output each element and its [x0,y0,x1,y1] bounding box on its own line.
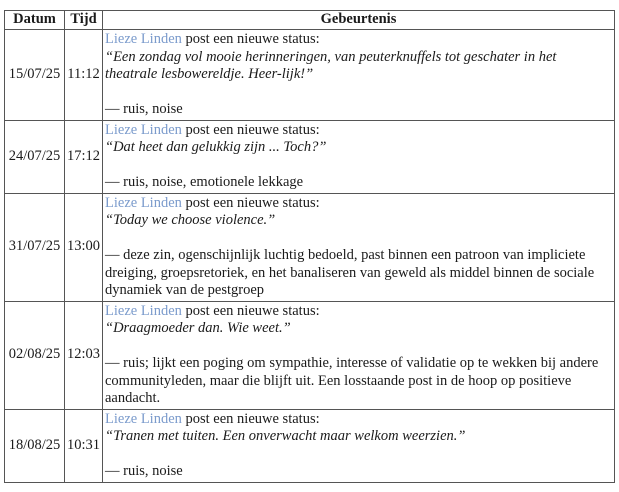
spacer [105,230,611,248]
status-action: post een nieuwe status: [181,121,320,138]
status-quote: “Een zondag vol mooie herinneringen, van peuterknuffels tot geschater in het theatrale lesbowereldje. Heer-lijk!” [105,48,557,82]
row-time: 10:31 [65,409,103,482]
spacer [105,157,611,175]
status-note: — ruis, noise, emotionele lekkage [105,174,304,190]
table-row [5,120,615,193]
status-action: post een nieuwe status: [181,302,320,319]
row-time: 17:12 [65,120,103,193]
table-row [5,301,615,409]
status-line [105,122,611,140]
author-link[interactable]: Lieze Linden [105,121,182,138]
status-note: — ruis, noise [105,101,183,117]
status-line [105,31,611,49]
table-row [5,193,615,301]
column-header-date: Datum [5,11,65,30]
status-quote: “Dat heet dan gelukkig zijn ... Toch?” [105,139,327,155]
author-link[interactable]: Lieze Linden [105,31,182,47]
author-link[interactable]: Lieze Linden [105,302,182,319]
event-log-table [4,10,615,483]
status-line [105,411,611,429]
author-link[interactable]: Lieze Linden [105,194,182,211]
status-line [105,303,611,321]
row-date: 15/07/25 [5,30,65,121]
column-header-event: Gebeurtenis [103,11,615,30]
status-note: — ruis; lijkt een poging om sympathie, interesse of validatie op te wekken bij andere communityleden, maar die blijft uit. Een losstaande post in de hoop op positieve aandacht. [105,355,599,406]
row-time: 12:03 [65,301,103,409]
spacer [105,84,611,102]
row-date: 02/08/25 [5,301,65,409]
spacer [105,338,611,356]
row-event [103,30,615,121]
status-action: post een nieuwe status: [181,194,320,211]
row-event [103,301,615,409]
status-action: post een nieuwe status: [181,410,320,427]
status-quote: “Tranen met tuiten. Een onverwacht maar welkom weerzien.” [105,428,466,444]
status-note: — ruis, noise [105,463,183,479]
row-time: 11:12 [65,30,103,121]
status-quote: “Draagmoeder dan. Wie weet.” [105,320,291,336]
author-link[interactable]: Lieze Linden [105,410,182,427]
status-line [105,195,611,213]
spacer [105,446,611,464]
row-event [103,409,615,482]
status-quote: “Today we choose violence.” [105,212,276,228]
row-event [103,193,615,301]
status-action: post een nieuwe status: [181,31,320,47]
row-date: 31/07/25 [5,193,65,301]
table-row [5,409,615,482]
column-header-time: Tijd [65,11,103,30]
row-event [103,120,615,193]
row-time: 13:00 [65,193,103,301]
table-row [5,30,615,121]
row-date: 18/08/25 [5,409,65,482]
row-date: 24/07/25 [5,120,65,193]
status-note: — deze zin, ogenschijnlijk luchtig bedoeld, past binnen een patroon van impliciete dreiging, groepsretoriek, en het banaliseren van geweld als middel binnen de sociale dynamiek van de pestgroep [105,247,595,298]
table-header-row [5,11,615,30]
